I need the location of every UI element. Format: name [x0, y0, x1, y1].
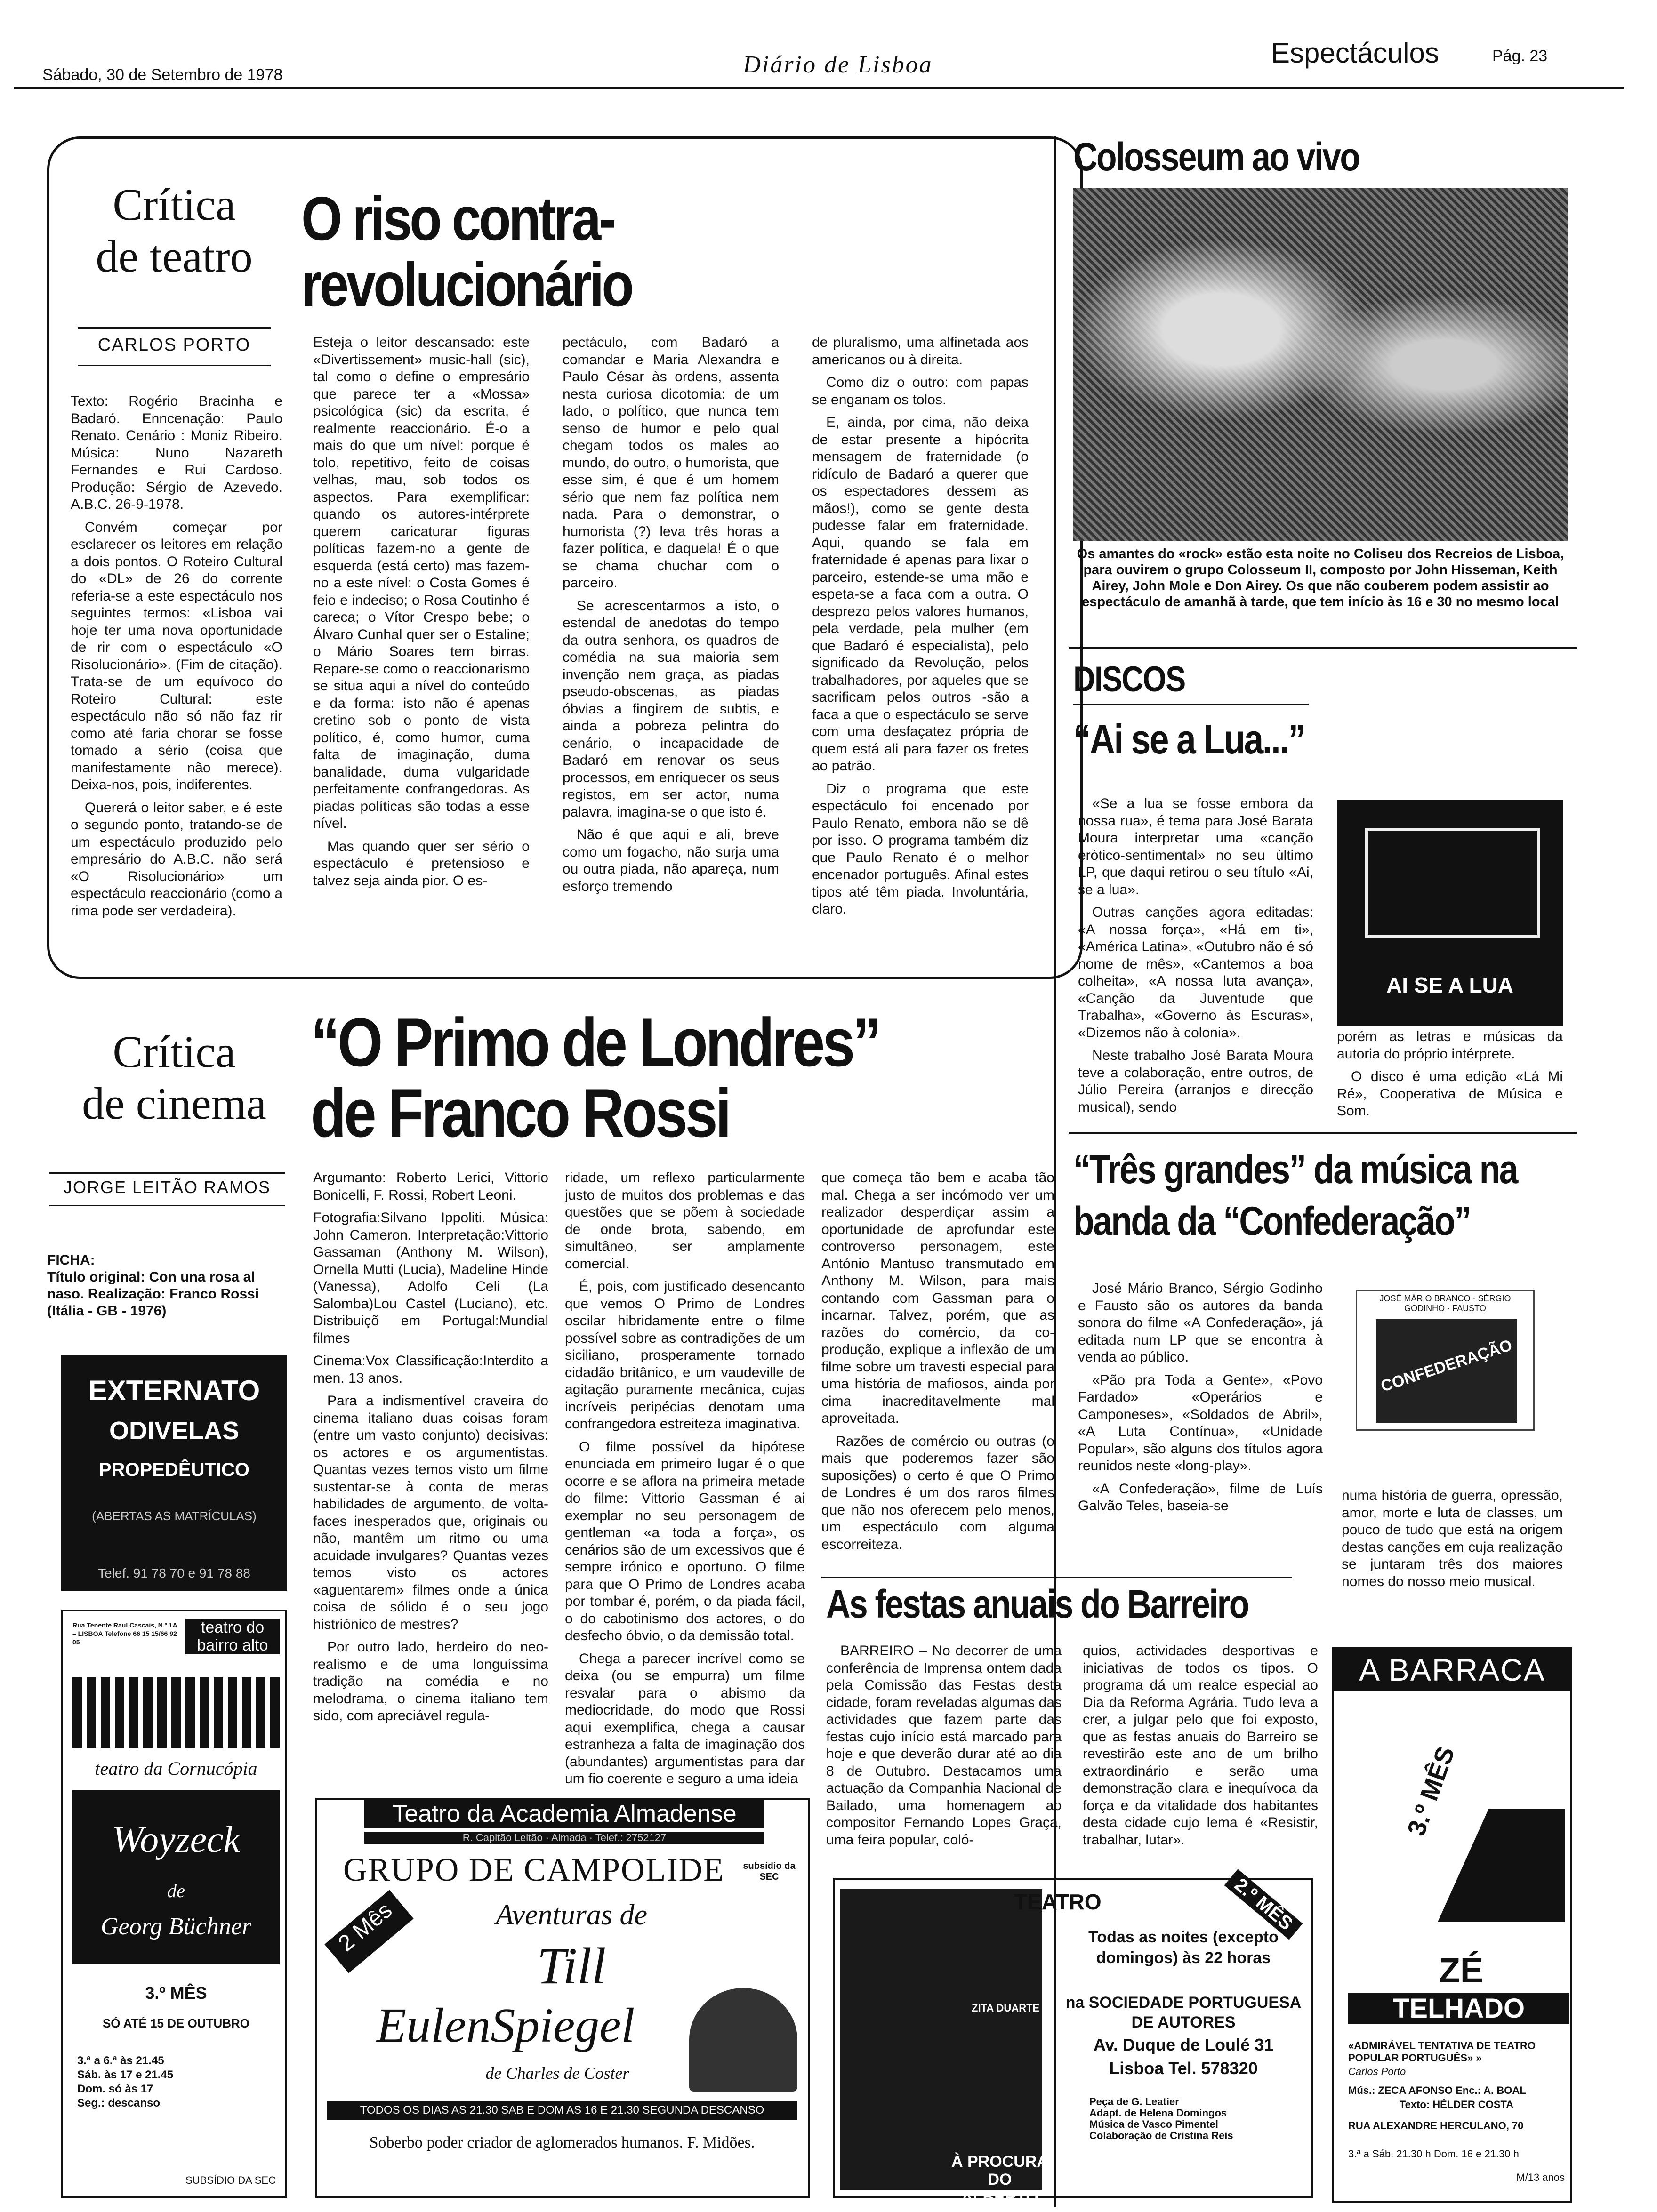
cinema-author: JORGE LEITÃO RAMOS [63, 1178, 271, 1197]
confederacao-p2: «Pão pra Toda a Gente», «Povo Fardado» «Operários e Camponeses», «Soldados de Abril», «A Luta Contínua», «Unidade Popular», são alguns dos títulos agora reunidos neste «long-play». [1078, 1372, 1323, 1474]
teatro-logo-line2: de teatro [96, 231, 253, 281]
barraca-texto: Texto: HÉLDER COSTA [1399, 2099, 1514, 2110]
externato-line3: PROPEDÊUTICO [98, 1459, 250, 1480]
confederacao-text-right [1342, 1487, 1563, 1619]
alberto-credit-4: Colaboração de Cristina Reis [1089, 2130, 1233, 2141]
colosseum-headline [1073, 134, 1497, 181]
cinema-col2-p1: ridade, um reflexo particularmente justo de muitos dos problemas e das questões que se põem à sociedade de onde brota, sabendo, em simultâneo, ser amplamente comercial. [565, 1170, 805, 1272]
alberto-title: À PROCURA DO ALBERTO [951, 2153, 1048, 2206]
cinema-col1-p2: Por outro lado, herdeiro do neo-realismo e de uma longuíssima tradição na comédia e no melodrama, o cinema italiano tem sido, com apreciável regula- [313, 1639, 548, 1723]
cornucopia-teatro: teatro do bairro alto [185, 1619, 280, 1654]
discos-p3: Neste trabalho José Barata Moura teve a colaboração, entre outros, de Júlio Pereira (arranjos e direcção musical), sendo [1078, 1048, 1313, 1115]
teatro-col1 [71, 393, 282, 967]
teatro-logo-rule [78, 327, 271, 329]
teatro-col1-p1: Convém começar por esclarecer os leitores em relação a dois pontos. O Roteiro Cultural do «DL» de 26 do corrente referia-se a este espectáculo nos seguintes termos: «Lisboa vai hoje ter uma nova oportunidade de rir com o espectáculo «O Risolucionário». (Fim de citação). Trata-se de um equívoco do Roteiro Cultural: este espectáculo não só não faz rir como até faria chorar se fosse tomado a sério (coisa que manifestamente não merece). Deixa-nos, pois, indiferentes. [71, 519, 282, 793]
alberto-line1: Todas as noites (excepto domingos) às 22 horas [1088, 1928, 1279, 1967]
alberto-line2: na SOCIEDADE PORTUGUESA DE AUTORES [1065, 1994, 1302, 2031]
teatro-col2-p2: Mas quando quer ser sério o espectáculo é pretensioso e talvez seja ainda pior. O es- [313, 838, 530, 889]
teatro-col3 [563, 334, 779, 955]
alberto-credit-3: Música de Vasco Pimentel [1089, 2118, 1218, 2130]
discos-right-p1: porém as letras e músicas da autoria do próprio intérprete. [1337, 1029, 1563, 1062]
ad-externato[interactable] [61, 1355, 287, 1591]
teatro-author-rule [78, 365, 271, 366]
ad-cornucopia[interactable] [61, 1610, 287, 2198]
cornucopia-address: Rua Tenente Raul Cascais, N.º 1A – LISBOA Telefone 66 15 15/66 92 05 [72, 1621, 177, 1646]
teatro-col2-p1: Esteja o leitor descansado: este «Divertissement» music-hall (sic), tal como o define o empresário que parece ter a «Mossa» psicológica (sic) da escrita, é realmente reaccionário. É-o a mais do que um nível: porque é tolo, repetitivo, feito de coisas velhas, mau, sob todos os aspectos. Para exemplificar: quando os autores-intérprete querem caricaturar figuras políticas fazem-no a gente de esquerda (está certo) mas fazem-no a este nível: o Costa Gomes é feio e indeciso; o Rosa Coutinho é careca; o Vítor Crespo bebe; o Álvaro Cunhal quer ser o Estaline; o Mário Soares tem birras. Repare-se como o reaccionarismo se situa aqui a nível do conteúdo e da forma: isto não é apenas cretino sob o ponto de vista político, é, como humor, cuma falta de imaginação, duma banalidade, duma vulgaridade perfeitamente confrangedoras. As piadas políticas são todas a esse nível. [313, 335, 530, 831]
colosseum-rule [1069, 647, 1577, 649]
cinema-logo [66, 1026, 282, 1186]
alberto-mes: 2.º MÊS [1224, 1869, 1303, 1940]
ad-alberto[interactable] [833, 1874, 1313, 2206]
cornucopia-schedule [77, 2054, 218, 2110]
discos-section-text: DISCOS [1073, 659, 1185, 699]
cornucopia-mes: 3.º MÊS [145, 1983, 207, 2003]
barreiro-col2 [1083, 1643, 1318, 1864]
cinema-ficha-label: FICHA: [47, 1252, 95, 1268]
alberto-line3: Av. Duque de Loulé 31 [1093, 2035, 1274, 2054]
cinema-col3 [821, 1170, 1054, 1570]
barraca-name: A BARRACA [1334, 1649, 1570, 1691]
alberto-line4: Lisboa Tel. 578320 [1109, 2059, 1258, 2078]
colosseum-photo [1073, 188, 1568, 541]
discos-headline-text: “Ai se a Lua...” [1073, 716, 1305, 762]
ad-almadense[interactable] [315, 1798, 810, 2198]
teatro-credits: Texto: Rogério Bracinha e Badaró. Enncenação: Paulo Renato. Cenário : Moniz Ribeiro. Música: Nuno Nazareth Fernandes e Rui Cardoso. Produção: Sérgio de Azevedo. A.B.C. 26-9-1978. [71, 393, 282, 512]
almadense-aventuras: Aventuras de [496, 1899, 647, 1931]
barraca-idade: M/13 anos [1516, 2172, 1565, 2183]
discos-right-p2: O disco é uma edição «Lá Mi Ré», Cooperativa de Música e Som. [1337, 1069, 1563, 1119]
externato-line1: EXTERNATO [88, 1375, 260, 1406]
cinema-headline-line2: de Franco Rossi [311, 1074, 729, 1151]
alberto-credits [1089, 2096, 1306, 2141]
cinema-ficha-text: Título original: Con una rosa al naso. Realização: Franco Rossi (Itália - GB - 1976) [47, 1269, 259, 1319]
cinema-headline-line1: “O Primo de Londres” [311, 1004, 880, 1081]
confederacao-right-p1: numa história de guerra, opressão, amor, morte e luta de classes, um pouco de tudo que está na origem destas canções em cuja realização se juntaram três dos maiores nomes do nosso meio musical. [1342, 1488, 1563, 1589]
cinema-author-rule [49, 1205, 285, 1206]
almadense-charles: de Charles de Coster [485, 2064, 629, 2083]
cornucopia-ate: SÓ ATÉ 15 DE OUTUBRO [102, 2016, 250, 2030]
cornucopia-schedule-4: Seg.: descanso [77, 2097, 161, 2109]
masthead-page: Pág. 23 [1492, 47, 1548, 65]
discos-rule [1069, 1132, 1577, 1134]
discos-text-right [1337, 1028, 1563, 1122]
almadense-address: R. Capitão Leitão · Almada · Telef.: 2752127 [364, 1832, 764, 1844]
barraca-play1: ZÉ [1439, 1951, 1484, 1990]
cinema-ficha [47, 1252, 282, 1341]
cinema-logo-rule [49, 1172, 285, 1174]
discos-headline [1073, 715, 1450, 767]
masthead-rule [14, 87, 1624, 89]
ad-barraca[interactable] [1332, 1647, 1572, 2203]
cornucopia-subsidio: SUBSÍDIO DA SEC [185, 2174, 276, 2186]
cinema-col1-p1: Para a indismentível craveira do cinema italiano duas coisas foram (entre um vasto conjunto) decisivas: os actores e os argumentistas. Quantas vezes temos visto um filme sustentar-se à conta de meras habilidades de argumento, de volta-faces inesperados que, originais ou não, mantêm um ritmo ou uma acuidade invulgares? Quantas vezes temos visto os actores «aguentarem» filmes onde a única coisa de sólido é o seu jogo histriónico de mestres? [313, 1393, 548, 1632]
cornucopia-schedule-2: Sáb. às 17 e 21.45 [77, 2068, 174, 2081]
alberto-zita: ZITA DUARTE [972, 2002, 1040, 2014]
confederacao-text [1078, 1280, 1323, 1544]
teatro-col2 [313, 334, 530, 955]
teatro-col3-p1: pectáculo, com Badaró a comandar e Maria Alexandra e Paulo César às ordens, assenta nesta curiosa dicotomia: de um lado, o político, que nunca tem senso de humor e pelo qual chegam todos os males ao mundo, do outro, o humorista, que esse sim, é que é um homem sério que nem faz política nem nada. Para o demonstrar, o humorista (?) leva três horas a fazer política, e daquela! É o que se chama chuchar com o parceiro. [563, 335, 779, 591]
teatro-author: CARLOS PORTO [97, 335, 251, 355]
cinema-credits-3: Cinema:Vox Classificação:Interdito a men. 13 anos. [313, 1353, 548, 1386]
cornucopia-schedule-1: 3.ª a 6.ª às 21.45 [77, 2054, 164, 2067]
discos-section [1073, 659, 1309, 706]
alberto-teatro: TEATRO [1014, 1890, 1102, 1914]
externato-phone: Telef. 91 78 70 e 91 78 88 [98, 1566, 250, 1580]
discos-p2: Outras canções agora editadas: «A nossa força», «Há em ti», «América Latina», «Outubro não é só nome de mês», «Cantemos a boa colheita», «A nossa luta avança», «Canção da Juventude que Trabalha», «Governo às Escuras», «Dizemos não à colonia». [1078, 905, 1313, 1041]
barreiro-headline [826, 1581, 1297, 1638]
almadense-horario: TODOS OS DIAS AS 21.30 SAB E DOM AS 16 E 21.30 SEGUNDA DESCANSO [327, 2101, 797, 2120]
cinema-headline [311, 1004, 1054, 1158]
barreiro-headline-text: As festas anuais do Barreiro [826, 1582, 1248, 1626]
masthead-section: Espectáculos [1271, 37, 1439, 69]
cinema-col3-p2: Razões de comércio ou outras (o mais que poderemos fazer são suposições) o certo é que O Primo de Londres é um dos raros filmes que não nos oferecem pelo menos, um espectáculo com alguma escorreiteza. [821, 1433, 1054, 1552]
barraca-mes: 3.º MÊS [1402, 1743, 1460, 1840]
cornucopia-de: de [167, 1880, 185, 1901]
cinema-col2-p4: Chega a parecer incrível como se deixa (ou se empurra) um filme resvalar para o abismo da mediocridade, do modo que Rossi aqui exemplifica, chega a causar estranheza a falta de imaginação dos (abundantes) argumentistas para dar um fio coerente e seguro a uma ideia [565, 1651, 805, 1787]
cornucopia-author: Georg Büchner [100, 1913, 252, 1940]
barraca-subtitle: «ADMIRÁVEL TENTATIVA DE TEATRO POPULAR PORTUGUÊS» » [1348, 2040, 1536, 2064]
discos-p1: «Se a lua se fosse embora da nossa rua», é tema para José Barata Moura interpretar uma «canção erótico-sentimental» no seu último LP, que daqui retirou o seu título «Ai, se a lua». [1078, 796, 1313, 898]
almadense-mes: 2 Mês [324, 1890, 413, 1973]
barreiro-rule [821, 1577, 1292, 1578]
confederacao-p3: «A Confederação», filme de Luís Galvão Teles, baseia-se [1078, 1481, 1323, 1514]
teatro-col4-p4: Diz o programa que este espectáculo foi encenado por Paulo Renato, embora não se dê por isso. O programa também diz que Paulo Renato é o melhor encenador português. Afinal estes tipos até têm piada. Involuntária, claro. [812, 781, 1029, 917]
confederacao-headline [1073, 1144, 1572, 1261]
masthead-date: Sábado, 30 de Setembro de 1978 [42, 66, 283, 84]
cornucopia-schedule-3: Dom. só às 17 [77, 2083, 153, 2095]
cinema-col2-p3: O filme possível da hipótese enunciada em primeiro lugar é o que ocorre e se aflora na primeira metade do filme: Vittorio Gassman é ai exemplar no seu personagem de gentleman «a toda a força», os cenários são de um excessivos que é sempre irónico e oportuno. O filme para que O Primo de Londres acaba por tombar é, porém, o da piada fácil, o do cabotinismo dos actores, o do desfecho óbvio, o da demissão total. [565, 1439, 805, 1643]
barraca-play2: TELHADO [1348, 1993, 1569, 2024]
confederacao-headline-text: “Três grandes” da música na banda da “Confederação” [1073, 1147, 1517, 1244]
teatro-col4 [812, 334, 1029, 955]
cornucopia-company: teatro da Cornucópia [95, 1758, 257, 1779]
alberto-credit-2: Adapt. de Helena Domingos [1089, 2107, 1227, 2119]
teatro-col4-p2: Como diz o outro: com papas se enganam os tolos. [812, 375, 1029, 408]
confederacao-cover [1356, 1290, 1535, 1431]
barraca-critic: Carlos Porto [1348, 2066, 1406, 2077]
almadense-title: Teatro da Academia Almadense [364, 1800, 764, 1828]
teatro-col1-p2: Quererá o leitor saber, e é este o segundo ponto, tratando-se de um espectáculo produzido pelo empresário do A.B.C. não será «O Risolucionário» um espectáculo reaccionário (como a rima pode ser verdadeira). [71, 800, 282, 919]
almadense-sub: subsídio da SEC [743, 1861, 796, 1882]
teatro-col3-p3: Não é que aqui e ali, breve como um fogacho, não surja uma ou outra piada, não apareça, num esforço tremendo [563, 827, 779, 894]
masthead-paper: Diário de Lisboa [743, 51, 933, 78]
colosseum-caption: Os amantes do «rock» estão esta noite no Coliseu dos Recreios de Lisboa, para ouvirem o grupo Colosseum II, composto por John Hisseman, Keith Airey, John Mole e Don Airey. Os que não couberem podem assistir ao espectáculo de amanhã à tarde, que tem início às 16 e 30 no mesmo local [1077, 546, 1564, 609]
cinema-credits-1: Argumanto: Roberto Lerici, Vittorio Bonicelli, F. Rossi, Robert Leoni. [313, 1170, 548, 1203]
confederacao-cover-top: JOSÉ MÁRIO BRANCO · SÉRGIO GODINHO · FAUSTO [1379, 1294, 1511, 1313]
teatro-col4-p1: de pluralismo, uma alfinetada aos americanos ou à direita. [812, 335, 1029, 368]
cornucopia-play: Woyzeck [112, 1819, 241, 1860]
barreiro-p1: BARREIRO – No decorrer de uma conferência de Imprensa ontem dada pela Comissão das Festas desta cidade, foram reveladas algumas das actividades que fazem parte das festas cujo início está marcado para hoje e que deverão durar até ao dia 8 de Outubro. Destacamos uma actuação da Companhia Nacional de Bailado, uma homenagem ao compositor Fernando Lopes Graça, uma feira popular, coló- [826, 1643, 1062, 1848]
cinema-logo-line2: de cinema [82, 1078, 266, 1129]
discos-cover-title: AI SE A LUA [1386, 973, 1514, 997]
teatro-col3-p2: Se acrescentarmos a isto, o estendal de anedotas do tempo da outra senhora, os quadros de comédia na sua maioria sem invenção nem graça, as piadas pseudo-obscenas, as piadas óbvias a fingirem de subtis, e ainda a pobreza pelintra do cenário, o incapacidade de Badaró em renovar os seus processos, em enriquecer os seus registos, em ser actor, numa palavra, imagina-se o que isto é. [563, 598, 779, 820]
cinema-col2-p2: É, pois, com justificado desencanto que vemos O Primo de Londres oscilar hibridamente entre o filme possível sobre as contradições de um siciliano, prosperamente tornado cidadão britânico, e um vaudeville de agitação puramente mecânica, cujas incríveis peripécias denotam uma confrangedora estreiteza imaginativa. [565, 1279, 805, 1432]
teatro-col4-p3: E, ainda, por cima, não deixa de estar presente a hipócrita mensagem de fraternidade (o ridículo de Badaró a querer que os espectadores dessem as mãos!), como se gente desta pudesse falar em fraternidade. Aqui, quando se fala em fraternidade é apenas para lixar o parceiro, estende-se uma mão e espeta-se a faca com a outra. O desprezo pelos valores humanos, pela verdade, pela mulher (em que Badaró é especialista), pelo significado da Revolução, pelos trabalhadores, por aqueles que se sacrificam pelos outros -são a faca a que o espectáculo se serve com uma desfaçatez própria de quem está ali para fazer os fretes ao patrão. [812, 415, 1029, 774]
almadense-eulen: EulenSpiegel [376, 1998, 635, 2052]
discos-section-rule [1073, 704, 1309, 705]
confederacao-cover-title: CONFEDERAÇÃO [1378, 1336, 1515, 1396]
barraca-rua: RUA ALEXANDRE HERCULANO, 70 [1348, 2120, 1524, 2132]
discos-text [1078, 795, 1313, 1115]
alberto-credit-1: Peça de G. Leatier [1089, 2096, 1179, 2108]
discos-cover [1337, 800, 1563, 1026]
teatro-headline [301, 186, 1054, 322]
colosseum-headline-text: Colosseum ao vivo [1073, 135, 1359, 179]
barraca-horario: 3.ª a Sáb. 21.30 h Dom. 16 e 21.30 h [1348, 2148, 1519, 2160]
confederacao-p1: José Mário Branco, Sérgio Godinho e Fausto são os autores da banda sonora do filme «A Confederação», já editada num LP que se encontra à venda ao público. [1078, 1281, 1323, 1365]
almadense-tagline: Soberbo poder criador de aglomerados humanos. F. Midões. [369, 2134, 755, 2151]
almadense-till: Till [537, 1937, 606, 1995]
barreiro-p2: quios, actividades desportivas e iniciativas de todos os tipos. O programa dá um realce especial ao Dia da Reforma Agrária. Tudo leva a crer, a julgar pelo que foi exposto, que as festas anuais do Barreiro se revestirão este ano de um brilho extraordinário e serão uma demonstração clara e inequívoca da força e da vitalidade dos habitantes desta cidade cujo lema é «Resistir, trabalhar, lutar». [1083, 1643, 1318, 1848]
teatro-headline-text: O riso contra-revolucionário [301, 184, 632, 319]
cinema-logo-line1: Crítica [113, 1026, 236, 1077]
cinema-col2 [565, 1170, 805, 1787]
cinema-col1 [313, 1170, 548, 1767]
cinema-credits-2: Fotografia:Silvano Ippoliti. Música: John Cameron. Interpretação:Vittorio Gassaman (Anthony M. Wilson), Ornella Mutti (Lucia), Madeline Hinde (Vanessa), Adolfo Celi (La Salomba)Lou Castel (Luciano), etc. Distribuiçõ em Portugal:Mundial filmes [313, 1210, 548, 1346]
externato-line4: (ABERTAS AS MATRÍCULAS) [92, 1509, 257, 1523]
externato-line2: ODIVELAS [109, 1417, 240, 1445]
teatro-logo-line1: Crítica [113, 179, 236, 230]
barreiro-col1 [826, 1643, 1062, 1864]
barraca-mus: Mús.: ZECA AFONSO Enc.: A. BOAL [1348, 2084, 1526, 2096]
almadense-group: GRUPO DE CAMPOLIDE [343, 1852, 724, 1888]
cinema-col3-p1: que começa tão bem e acaba tão mal. Chega a ser incómodo ver um realizador desperdiçar assim a oportunidade de aprofundar este controverso personagem, este António Mantuso transmutado em Anthony M. Wilson, para mais contando com Gassman para o incarnar. Talvez, porém, que as razões do comércio, da co-produção, explique a inflexão de um filme sobre um travesti especial para uma história de mafiosos, ainda por cima inacreditavelmente mal aproveitada. [821, 1170, 1054, 1426]
